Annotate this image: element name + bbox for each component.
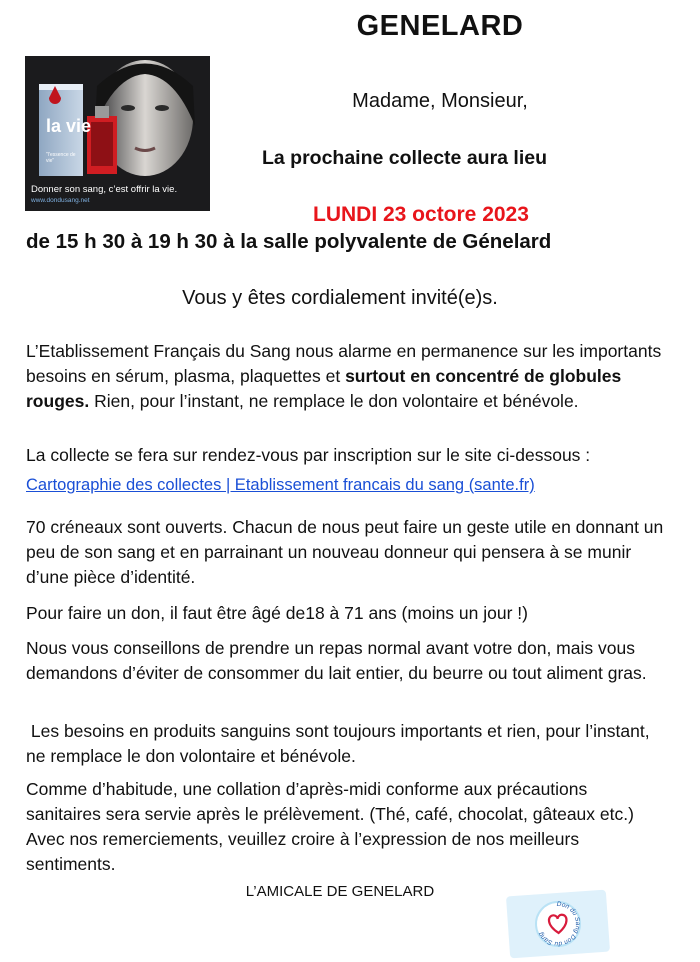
- ad-url: www.dondusang.net: [31, 197, 90, 204]
- efs-map-link[interactable]: Cartographie des collectes | Etablissement francais du sang (sante.fr): [26, 476, 535, 494]
- next-collect-heading: La prochaine collecte aura lieu: [262, 147, 548, 169]
- paragraph-collation: Comme d’habitude, une collation d’après-midi conforme aux précautions sanitaires sera servie après le prélèvement. (Thé, café, chocolat, gâteaux etc.) Avec nos remerciements, veuillez croire à l’expression de nos meilleurs sentiments.: [26, 779, 634, 874]
- invitation-line: Vous y êtes cordialement invité(e)s.: [182, 287, 498, 309]
- collect-hours-location: de 15 h 30 à 19 h 30 à la salle polyvalente de Génelard: [26, 230, 552, 253]
- blood-donation-ad-image: [25, 56, 210, 211]
- ad-brand: la vie: [46, 116, 92, 136]
- logo-ring-text: Don du Sang Don du Sang: [537, 900, 581, 948]
- paragraph-efs-needs-bold: surtout en concentré de globules rouges.: [26, 366, 622, 411]
- paragraph-appointment: La collecte se fera sur rendez-vous par inscription sur le site ci-dessous :: [26, 445, 591, 465]
- paragraph-slots: 70 créneaux sont ouverts. Chacun de nous peut faire un geste utile en donnant un peu de son sang et en parrainant un nouveau donneur qui pensera à se munir d’une pièce d’identité.: [26, 517, 664, 587]
- collect-date: LUNDI 23 octore 2023: [313, 203, 529, 226]
- logo-artwork: [506, 890, 610, 959]
- paragraph-needs-reminder: Les besoins en produits sanguins sont toujours importants et rien, pour l’instant, ne remplace le don volontaire et bénévole.: [26, 721, 655, 766]
- signature: L’AMICALE DE GENELARD: [245, 883, 435, 900]
- page-title: GENELARD: [356, 10, 524, 42]
- ad-slogan: Donner son sang, c’est offrir la vie.: [31, 184, 178, 195]
- paragraph-efs-needs-part3: Rien, pour l’instant, ne remplace le don volontaire et bénévole.: [89, 391, 579, 411]
- greeting: Madame, Monsieur,: [352, 90, 528, 112]
- don-du-sang-logo: [506, 890, 610, 959]
- paragraph-efs-needs-part1: L’Etablissement Français du Sang nous alarme en permanence sur les importants besoins en sérum, plasma, plaquettes et: [26, 341, 662, 386]
- paragraph-meal-advice: Nous vous conseillons de prendre un repas normal avant votre don, mais vous demandons d’éviter de consommer du lait entier, du beurre ou tout aliment gras.: [26, 638, 647, 683]
- paragraph-age: Pour faire un don, il faut être âgé de18 à 71 ans (moins un jour !): [26, 603, 528, 623]
- ad-brand-tagline: "l’essence de vie": [46, 152, 76, 164]
- paragraph-efs-needs: [26, 339, 666, 414]
